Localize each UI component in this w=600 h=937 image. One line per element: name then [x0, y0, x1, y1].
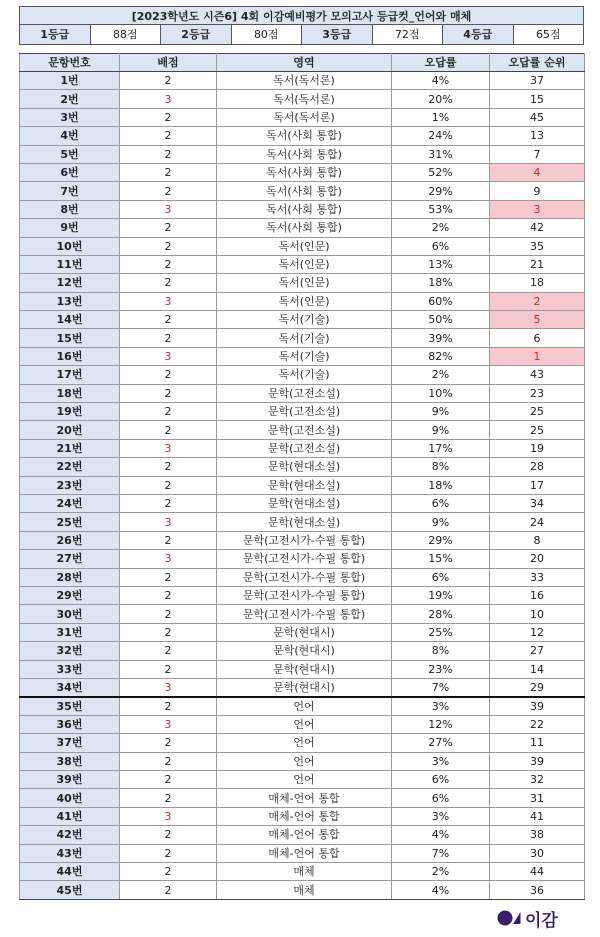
table-row	[20, 789, 585, 807]
points-cell: 2	[120, 642, 217, 660]
error-rank-cell: 1	[490, 347, 585, 365]
area-cell: 독서(기술)	[217, 366, 392, 384]
error-rank-cell: 22	[490, 715, 585, 733]
error-rate-cell: 9%	[392, 403, 490, 421]
area-cell: 독서(사회 통합)	[217, 219, 392, 237]
error-rank-cell: 32	[490, 771, 585, 789]
question-no-cell: 11번	[20, 255, 120, 273]
area-cell: 매체-언어 통합	[217, 807, 392, 825]
table-row	[20, 200, 585, 218]
table-row	[20, 255, 585, 273]
area-cell: 문학(고전시가-수필 통합)	[217, 605, 392, 623]
table-row	[20, 678, 585, 697]
question-no-cell: 6번	[20, 163, 120, 181]
table-row	[20, 550, 585, 568]
question-no-cell: 27번	[20, 550, 120, 568]
table-row	[20, 734, 585, 752]
area-cell: 독서(기술)	[217, 329, 392, 347]
error-rate-cell: 28%	[392, 605, 490, 623]
area-cell: 문학(현대시)	[217, 678, 392, 697]
error-rate-cell: 18%	[392, 274, 490, 292]
question-no-cell: 34번	[20, 678, 120, 697]
question-no-cell: 17번	[20, 366, 120, 384]
error-rate-cell: 60%	[392, 292, 490, 310]
error-rate-cell: 6%	[392, 568, 490, 586]
question-no-cell: 3번	[20, 108, 120, 126]
question-no-cell: 1번	[20, 72, 120, 90]
error-rate-cell: 4%	[392, 826, 490, 844]
area-cell: 언어	[217, 734, 392, 752]
error-rate-cell: 6%	[392, 494, 490, 512]
question-no-cell: 4번	[20, 127, 120, 145]
question-no-cell: 30번	[20, 605, 120, 623]
error-rate-cell: 52%	[392, 163, 490, 181]
points-cell: 2	[120, 789, 217, 807]
error-rate-cell: 4%	[392, 881, 490, 899]
error-rank-cell: 44	[490, 863, 585, 881]
points-cell: 2	[120, 660, 217, 678]
question-no-cell: 26번	[20, 531, 120, 549]
grade-2-label: 2등급	[161, 25, 232, 44]
error-rate-cell: 24%	[392, 127, 490, 145]
error-rank-cell: 27	[490, 642, 585, 660]
header-question-no: 문항번호	[20, 54, 120, 72]
table-row	[20, 844, 585, 862]
error-rate-cell: 50%	[392, 311, 490, 329]
grade-1-value: 88점	[91, 25, 162, 44]
area-cell: 매체-언어 통합	[217, 844, 392, 862]
area-cell: 문학(현대시)	[217, 623, 392, 641]
error-rank-cell: 5	[490, 311, 585, 329]
points-cell: 3	[120, 550, 217, 568]
error-rank-cell: 37	[490, 72, 585, 90]
area-cell: 독서(인문)	[217, 237, 392, 255]
area-cell: 언어	[217, 697, 392, 716]
error-rate-cell: 39%	[392, 329, 490, 347]
error-rank-cell: 35	[490, 237, 585, 255]
points-cell: 2	[120, 163, 217, 181]
error-rank-cell: 28	[490, 458, 585, 476]
error-rate-cell: 2%	[392, 366, 490, 384]
error-rank-cell: 34	[490, 494, 585, 512]
error-rate-cell: 6%	[392, 771, 490, 789]
question-no-cell: 8번	[20, 200, 120, 218]
question-no-cell: 42번	[20, 826, 120, 844]
points-cell: 2	[120, 623, 217, 641]
question-no-cell: 40번	[20, 789, 120, 807]
error-rank-cell: 24	[490, 513, 585, 531]
error-rate-cell: 8%	[392, 458, 490, 476]
points-cell: 2	[120, 568, 217, 586]
error-rank-cell: 10	[490, 605, 585, 623]
area-cell: 독서(인문)	[217, 255, 392, 273]
table-row	[20, 439, 585, 457]
error-rank-cell: 9	[490, 182, 585, 200]
error-rank-cell: 8	[490, 531, 585, 549]
header-area: 영역	[217, 54, 392, 72]
error-rank-cell: 11	[490, 734, 585, 752]
table-row	[20, 531, 585, 549]
table-row	[20, 771, 585, 789]
table-row	[20, 697, 585, 716]
area-cell: 독서(독서론)	[217, 72, 392, 90]
error-rank-cell: 30	[490, 844, 585, 862]
table-row	[20, 605, 585, 623]
error-rank-cell: 33	[490, 568, 585, 586]
question-table	[19, 53, 585, 900]
table-row	[20, 642, 585, 660]
points-cell: 2	[120, 182, 217, 200]
error-rate-cell: 9%	[392, 513, 490, 531]
points-cell: 2	[120, 826, 217, 844]
table-row	[20, 384, 585, 402]
area-cell: 문학(현대소설)	[217, 458, 392, 476]
error-rank-cell: 13	[490, 127, 585, 145]
table-row	[20, 826, 585, 844]
question-no-cell: 43번	[20, 844, 120, 862]
question-no-cell: 31번	[20, 623, 120, 641]
area-cell: 독서(독서론)	[217, 90, 392, 108]
points-cell: 2	[120, 421, 217, 439]
points-cell: 2	[120, 329, 217, 347]
question-no-cell: 36번	[20, 715, 120, 733]
error-rank-cell: 3	[490, 200, 585, 218]
table-row	[20, 568, 585, 586]
table-row	[20, 292, 585, 310]
error-rank-cell: 39	[490, 697, 585, 716]
table-row	[20, 715, 585, 733]
table-header-row	[20, 54, 585, 72]
area-cell: 독서(독서론)	[217, 108, 392, 126]
table-row	[20, 366, 585, 384]
area-cell: 언어	[217, 715, 392, 733]
grade-4-label: 4등급	[443, 25, 514, 44]
points-cell: 2	[120, 127, 217, 145]
question-no-cell: 44번	[20, 863, 120, 881]
table-row	[20, 329, 585, 347]
error-rate-cell: 12%	[392, 715, 490, 733]
points-cell: 2	[120, 531, 217, 549]
area-cell: 문학(고전소설)	[217, 403, 392, 421]
error-rate-cell: 8%	[392, 642, 490, 660]
error-rank-cell: 36	[490, 881, 585, 899]
points-cell: 2	[120, 458, 217, 476]
points-cell: 2	[120, 274, 217, 292]
grade-4-value: 65점	[514, 25, 584, 44]
question-no-cell: 20번	[20, 421, 120, 439]
table-row	[20, 807, 585, 825]
points-cell: 3	[120, 715, 217, 733]
table-row	[20, 421, 585, 439]
question-no-cell: 10번	[20, 237, 120, 255]
error-rank-cell: 45	[490, 108, 585, 126]
area-cell: 언어	[217, 771, 392, 789]
error-rate-cell: 27%	[392, 734, 490, 752]
question-no-cell: 2번	[20, 90, 120, 108]
question-no-cell: 32번	[20, 642, 120, 660]
table-row	[20, 476, 585, 494]
area-cell: 독서(인문)	[217, 292, 392, 310]
table-row	[20, 513, 585, 531]
points-cell: 2	[120, 476, 217, 494]
error-rank-cell: 39	[490, 752, 585, 770]
area-cell: 문학(현대시)	[217, 642, 392, 660]
question-no-cell: 21번	[20, 439, 120, 457]
question-no-cell: 37번	[20, 734, 120, 752]
error-rank-cell: 14	[490, 660, 585, 678]
area-cell: 문학(고전소설)	[217, 384, 392, 402]
error-rank-cell: 31	[490, 789, 585, 807]
error-rate-cell: 53%	[392, 200, 490, 218]
points-cell: 2	[120, 384, 217, 402]
error-rate-cell: 13%	[392, 255, 490, 273]
points-cell: 3	[120, 807, 217, 825]
area-cell: 문학(고전시가-수필 통합)	[217, 531, 392, 549]
area-cell: 독서(사회 통합)	[217, 163, 392, 181]
question-no-cell: 25번	[20, 513, 120, 531]
error-rate-cell: 82%	[392, 347, 490, 365]
error-rate-cell: 6%	[392, 237, 490, 255]
area-cell: 독서(기술)	[217, 347, 392, 365]
question-no-cell: 7번	[20, 182, 120, 200]
points-cell: 2	[120, 403, 217, 421]
points-cell: 2	[120, 752, 217, 770]
question-no-cell: 23번	[20, 476, 120, 494]
points-cell: 2	[120, 605, 217, 623]
question-no-cell: 38번	[20, 752, 120, 770]
question-no-cell: 33번	[20, 660, 120, 678]
table-row	[20, 660, 585, 678]
points-cell: 2	[120, 863, 217, 881]
question-no-cell: 35번	[20, 697, 120, 716]
question-no-cell: 15번	[20, 329, 120, 347]
page-title: [2023학년도 시즌6] 4회 이감예비평가 모의고사 등급컷_언어와 매체	[19, 6, 584, 25]
error-rate-cell: 19%	[392, 586, 490, 604]
points-cell: 2	[120, 494, 217, 512]
error-rate-cell: 23%	[392, 660, 490, 678]
table-row	[20, 274, 585, 292]
table-row	[20, 237, 585, 255]
area-cell: 문학(고전시가-수필 통합)	[217, 550, 392, 568]
table-row	[20, 145, 585, 163]
error-rank-cell: 21	[490, 255, 585, 273]
error-rank-cell: 18	[490, 274, 585, 292]
area-cell: 매체	[217, 863, 392, 881]
table-row	[20, 72, 585, 90]
error-rate-cell: 9%	[392, 421, 490, 439]
error-rank-cell: 38	[490, 826, 585, 844]
points-cell: 2	[120, 145, 217, 163]
error-rank-cell: 23	[490, 384, 585, 402]
points-cell: 2	[120, 697, 217, 716]
table-row	[20, 494, 585, 512]
error-rate-cell: 3%	[392, 752, 490, 770]
points-cell: 3	[120, 513, 217, 531]
error-rank-cell: 20	[490, 550, 585, 568]
points-cell: 2	[120, 237, 217, 255]
area-cell: 문학(고전시가-수필 통합)	[217, 568, 392, 586]
table-row	[20, 90, 585, 108]
question-no-cell: 29번	[20, 586, 120, 604]
table-row	[20, 108, 585, 126]
table-row	[20, 586, 585, 604]
igam-logo-icon	[497, 910, 521, 926]
error-rate-cell: 20%	[392, 90, 490, 108]
error-rank-cell: 25	[490, 421, 585, 439]
table-row	[20, 623, 585, 641]
grade-3-value: 72점	[373, 25, 444, 44]
error-rate-cell: 18%	[392, 476, 490, 494]
question-no-cell: 13번	[20, 292, 120, 310]
error-rate-cell: 3%	[392, 697, 490, 716]
error-rate-cell: 7%	[392, 678, 490, 697]
error-rank-cell: 7	[490, 145, 585, 163]
error-rate-cell: 1%	[392, 108, 490, 126]
question-no-cell: 5번	[20, 145, 120, 163]
error-rate-cell: 17%	[392, 439, 490, 457]
header-error-rate: 오답률	[392, 54, 490, 72]
error-rate-cell: 7%	[392, 844, 490, 862]
points-cell: 2	[120, 255, 217, 273]
points-cell: 3	[120, 292, 217, 310]
grade-1-label: 1등급	[20, 25, 91, 44]
area-cell: 문학(고전소설)	[217, 421, 392, 439]
question-no-cell: 39번	[20, 771, 120, 789]
points-cell: 3	[120, 347, 217, 365]
area-cell: 문학(현대소설)	[217, 494, 392, 512]
points-cell: 2	[120, 366, 217, 384]
area-cell: 언어	[217, 752, 392, 770]
area-cell: 매체-언어 통합	[217, 789, 392, 807]
error-rate-cell: 29%	[392, 182, 490, 200]
points-cell: 2	[120, 881, 217, 899]
points-cell: 2	[120, 72, 217, 90]
error-rank-cell: 29	[490, 678, 585, 697]
table-body	[20, 72, 585, 900]
table-row	[20, 182, 585, 200]
table-row	[20, 163, 585, 181]
points-cell: 2	[120, 108, 217, 126]
table-row	[20, 127, 585, 145]
grade-cut-bar	[19, 25, 584, 45]
question-no-cell: 22번	[20, 458, 120, 476]
grade-2-value: 80점	[232, 25, 303, 44]
error-rank-cell: 43	[490, 366, 585, 384]
question-no-cell: 45번	[20, 881, 120, 899]
error-rank-cell: 12	[490, 623, 585, 641]
area-cell: 문학(현대시)	[217, 660, 392, 678]
error-rank-cell: 19	[490, 439, 585, 457]
points-cell: 2	[120, 219, 217, 237]
question-no-cell: 9번	[20, 219, 120, 237]
error-rate-cell: 29%	[392, 531, 490, 549]
points-cell: 3	[120, 678, 217, 697]
question-no-cell: 19번	[20, 403, 120, 421]
points-cell: 2	[120, 771, 217, 789]
error-rank-cell: 6	[490, 329, 585, 347]
error-rank-cell: 16	[490, 586, 585, 604]
error-rate-cell: 4%	[392, 72, 490, 90]
table-row	[20, 347, 585, 365]
grade-3-label: 3등급	[302, 25, 373, 44]
error-rank-cell: 4	[490, 163, 585, 181]
points-cell: 2	[120, 311, 217, 329]
table-row	[20, 752, 585, 770]
area-cell: 독서(사회 통합)	[217, 200, 392, 218]
error-rate-cell: 15%	[392, 550, 490, 568]
area-cell: 문학(현대소설)	[217, 513, 392, 531]
area-cell: 문학(고전소설)	[217, 439, 392, 457]
area-cell: 독서(인문)	[217, 274, 392, 292]
points-cell: 2	[120, 844, 217, 862]
area-cell: 매체-언어 통합	[217, 826, 392, 844]
area-cell: 독서(사회 통합)	[217, 127, 392, 145]
error-rate-cell: 3%	[392, 807, 490, 825]
error-rate-cell: 2%	[392, 219, 490, 237]
error-rate-cell: 10%	[392, 384, 490, 402]
question-no-cell: 14번	[20, 311, 120, 329]
table-row	[20, 458, 585, 476]
area-cell: 독서(사회 통합)	[217, 145, 392, 163]
table-row	[20, 311, 585, 329]
area-cell: 매체	[217, 881, 392, 899]
question-no-cell: 24번	[20, 494, 120, 512]
error-rank-cell: 17	[490, 476, 585, 494]
table-row	[20, 403, 585, 421]
error-rank-cell: 42	[490, 219, 585, 237]
points-cell: 3	[120, 200, 217, 218]
question-no-cell: 41번	[20, 807, 120, 825]
question-no-cell: 12번	[20, 274, 120, 292]
brand-logo-text: 이감	[525, 910, 558, 931]
table-row	[20, 863, 585, 881]
area-cell: 독서(사회 통합)	[217, 182, 392, 200]
grade-cut-sheet	[19, 6, 584, 900]
error-rank-cell: 2	[490, 292, 585, 310]
error-rank-cell: 41	[490, 807, 585, 825]
points-cell: 3	[120, 90, 217, 108]
question-no-cell: 18번	[20, 384, 120, 402]
error-rank-cell: 15	[490, 90, 585, 108]
table-row	[20, 881, 585, 899]
table-row	[20, 219, 585, 237]
error-rank-cell: 25	[490, 403, 585, 421]
area-cell: 문학(고전시가-수필 통합)	[217, 586, 392, 604]
area-cell: 문학(현대소설)	[217, 476, 392, 494]
error-rate-cell: 31%	[392, 145, 490, 163]
question-no-cell: 28번	[20, 568, 120, 586]
points-cell: 3	[120, 439, 217, 457]
brand-logo	[497, 905, 558, 931]
points-cell: 2	[120, 734, 217, 752]
points-cell: 2	[120, 586, 217, 604]
area-cell: 독서(기술)	[217, 311, 392, 329]
question-no-cell: 16번	[20, 347, 120, 365]
error-rate-cell: 6%	[392, 789, 490, 807]
error-rate-cell: 25%	[392, 623, 490, 641]
error-rate-cell: 2%	[392, 863, 490, 881]
header-points: 배점	[120, 54, 217, 72]
header-error-rank: 오답률 순위	[490, 54, 585, 72]
